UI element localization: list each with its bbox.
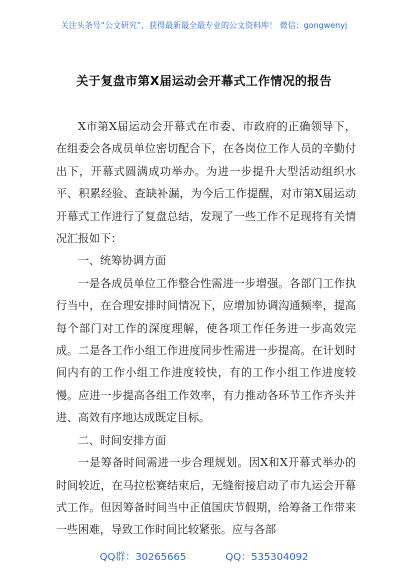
- paragraph-coordination: 一是各成员单位工作整合性需进一步增强。各部门工作执行当中，在合理安排时间情况下，应增加协调沟通频率，提高每个部门对工作的深度理解，使各项工作任务进一步高效完成。二是各工作小组工作进度同步性需进一步提高。在计划时间内有的工作小组工作进度较快，有的工作小组工作进度较慢。应进一步提高各组工作效率，有力推动各环节工作齐头并进、高效有序地达成既定目标。: [56, 276, 356, 425]
- paragraph-schedule: 一是筹备时间需进一步合理规划。因X和X开幕式举办的时间较近，在马拉松赛结束后，无缝衔接启动了市九运会开幕式工作。但因筹备时间当中正值国庆节假期，给筹备工作带来一些困难，导致工作时间比较紧张。应与各部: [56, 456, 356, 537]
- document-title: 关于复盘市第X届运动会开幕式工作情况的报告: [76, 74, 332, 88]
- qq-number-text: QQ：535304092: [225, 552, 309, 563]
- section-heading-coordination: 一、统筹协调方面: [78, 254, 166, 268]
- top-banner: 关注头条号“公文研究”，获得最新最全最专业的公文资料库！ 微信：gongwenyj: [60, 21, 348, 30]
- paragraph-intro: X市第X届运动会开幕式在市委、市政府的正确领导下，在组委会各成员单位密切配合下，在各岗位工作人员的辛勤付出下，开幕式圆满成功举办。为进一步提升大型活动组织水平、积累经验、查缺补漏，为今后工作提醒，对市第X届运动开幕式工作进行了复盘总结，发现了一些工作不足现将有关情况汇报如下：: [56, 120, 356, 246]
- footer-contact: [0, 548, 408, 563]
- section-heading-schedule: 二、时间安排方面: [78, 433, 166, 447]
- document-body: [56, 116, 356, 542]
- qq-group-text: QQ群：30265665: [99, 552, 187, 563]
